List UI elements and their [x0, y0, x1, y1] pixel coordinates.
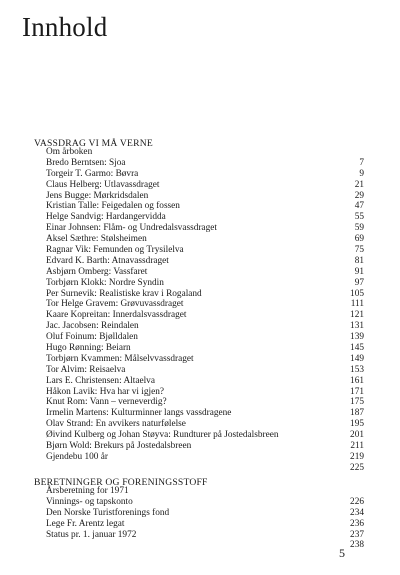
toc-entry-title: Den Norske Turistforenings fond [46, 507, 170, 518]
toc-entry-page: 211 [350, 441, 364, 452]
toc-entry-page: 145 [350, 343, 364, 354]
toc-entry [34, 540, 364, 551]
toc-entry-page: 153 [350, 364, 364, 375]
toc-entry [34, 519, 364, 530]
toc-entry-page: 29 [354, 190, 364, 201]
toc-entry-title: Edvard K. Barth: Atnavassdraget [46, 255, 169, 266]
toc-list-vassdrag [34, 147, 364, 474]
toc-entry [34, 387, 364, 398]
toc-entry [34, 397, 364, 408]
toc-entry [34, 463, 364, 474]
toc-entry-title: Årsberetning for 1971 [46, 486, 129, 496]
toc-entry [34, 234, 364, 245]
toc-entry-page: 187 [350, 408, 364, 419]
toc-entry-page: 219 [350, 451, 364, 462]
toc-entry [34, 310, 364, 321]
toc-entry-page: 9 [359, 168, 364, 179]
toc-entry-page: 226 [350, 496, 364, 507]
toc-entry-title: Kristian Talle: Feigedalen og fossen [46, 201, 180, 212]
toc-entry [34, 201, 364, 212]
toc-entry [34, 278, 364, 289]
toc-entry [34, 408, 364, 419]
toc-entry [34, 191, 364, 202]
toc-entry-title: Einar Johnsen: Flåm- og Undredalsvassdraget [46, 223, 217, 234]
toc-entry-title: Irmelin Martens: Kulturminner langs vassdragene [46, 408, 232, 419]
page-title: Innhold [22, 12, 108, 42]
page-number: 5 [339, 546, 345, 560]
toc-entry [34, 245, 364, 256]
toc-entry [34, 530, 364, 541]
toc-entry-title: Per Surnevik: Realistiske krav i Rogaland [46, 288, 202, 299]
toc-entry-title: Tor Alvim: Reisaelva [46, 364, 126, 375]
toc-entry-title: Kaare Kopreitan: Innerdalsvassdraget [46, 310, 187, 321]
toc-entry [34, 212, 364, 223]
toc-entry-title: Håkon Lavik: Hva har vi igjen? [46, 386, 164, 397]
toc-entry [34, 343, 364, 354]
toc-entry-page: 105 [350, 288, 364, 299]
toc-entry [34, 289, 364, 300]
toc-entry-title: Lege Fr. Arentz legat [46, 518, 125, 529]
toc-entry-title: Ragnar Vik: Femunden og Trysilelva [46, 245, 184, 256]
toc-entry-title: Claus Helberg: Utlavassdraget [46, 179, 160, 190]
toc-entry [34, 180, 364, 191]
toc-entry [34, 158, 364, 169]
toc-entry-title: Asbjørn Omberg: Vassfaret [46, 266, 148, 277]
toc-entry-page: 21 [354, 179, 364, 190]
toc-entry [34, 223, 364, 234]
toc-entry-page: 236 [350, 518, 364, 529]
toc-entry [34, 147, 364, 158]
toc-entry [34, 430, 364, 441]
toc-entry [34, 169, 364, 180]
toc-entry-page: 81 [354, 255, 364, 266]
toc-entry-page: 171 [350, 386, 364, 397]
toc-list-beretninger [34, 486, 364, 551]
toc-entry-page: 175 [350, 397, 364, 408]
toc-entry [34, 508, 364, 519]
toc-entry [34, 354, 364, 365]
toc-entry-title: Jac. Jacobsen: Reindalen [46, 321, 139, 332]
toc-entry [34, 299, 364, 310]
toc-entry-page: 47 [354, 201, 364, 212]
toc-entry [34, 332, 364, 343]
toc-entry-title: Tor Helge Gravem: Grøvuvassdraget [46, 299, 184, 310]
toc-entry-title: Øivind Kulberg og Johan Støyva: Rundturer på Jostedalsbreen [46, 430, 279, 441]
toc-entry-page: 195 [350, 419, 364, 430]
toc-entry [34, 365, 364, 376]
toc-entry-page: 139 [350, 332, 364, 343]
toc-entry-title: Jens Bugge: Mørkridsdalen [46, 190, 149, 201]
toc-entry-page: 75 [354, 245, 364, 256]
toc-entry-title: Knut Rom: Vann – verneverdig? [46, 397, 167, 408]
toc-entry-title: Torbjørn Kvammen: Målselvvassdraget [46, 353, 194, 364]
toc-entry-title: Gjendebu 100 år [46, 451, 108, 462]
toc-entry-page: 234 [350, 507, 364, 518]
toc-entry-title: Om årboken [46, 147, 93, 157]
toc-entry [34, 256, 364, 267]
toc-entry-title: Bjørn Wold: Brekurs på Jostedalsbreen [46, 441, 192, 452]
toc-entry-title: Status pr. 1. januar 1972 [46, 529, 137, 540]
toc-entry-title: Aksel Sæthre: Stølsheimen [46, 234, 147, 245]
toc-entry-page: 55 [354, 212, 364, 223]
toc-entry-page: 225 [350, 462, 364, 473]
section-heading-vassdrag: VASSDRAG VI MÅ VERNE [34, 138, 153, 149]
toc-entry-page: 121 [350, 310, 364, 321]
toc-entry-title: Bredo Berntsen: Sjoa [46, 157, 126, 168]
toc-entry-page: 149 [350, 353, 364, 364]
toc-entry [34, 376, 364, 387]
toc-entry [34, 452, 364, 463]
toc-entry-page: 97 [354, 277, 364, 288]
toc-entry-page: 201 [350, 430, 364, 441]
toc-entry-title: Olav Strand: En avvikers naturfølelse [46, 419, 186, 430]
toc-entry-title: Vinnings- og tapskonto [46, 496, 133, 507]
toc-entry [34, 497, 364, 508]
toc-entry-page: 111 [350, 299, 364, 310]
toc-entry [34, 267, 364, 278]
toc-entry-page: 91 [354, 266, 364, 277]
toc-entry-page: 161 [350, 375, 364, 386]
toc-entry-page: 7 [359, 157, 364, 168]
toc-entry-page: 238 [350, 540, 364, 551]
toc-entry-title: Torgeir T. Garmo: Bøvra [46, 168, 139, 179]
toc-entry-title: Helge Sandvig: Hardangervidda [46, 212, 166, 223]
toc-entry [34, 419, 364, 430]
section-heading-beretninger: BERETNINGER OG FORENINGSSTOFF [34, 477, 208, 488]
toc-entry-title: Hugo Rønning: Beiarn [46, 343, 131, 354]
toc-entry [34, 321, 364, 332]
toc-entry [34, 441, 364, 452]
toc-entry-title: Lars E. Christensen: Altaelva [46, 375, 155, 386]
toc-entry [34, 486, 364, 497]
toc-entry-title: Oluf Foinum: Bjølldalen [46, 332, 138, 343]
toc-entry-page: 59 [354, 223, 364, 234]
toc-entry-title: Torbjørn Klokk: Nordre Syndin [46, 277, 164, 288]
toc-entry-page: 131 [350, 321, 364, 332]
toc-entry-page: 69 [354, 234, 364, 245]
toc-entry-page: 237 [350, 529, 364, 540]
